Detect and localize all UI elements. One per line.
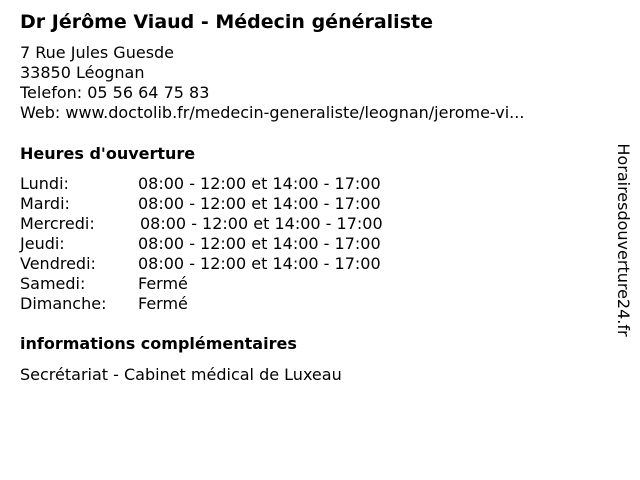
day-label: Mercredi: [20, 214, 95, 233]
page-title: Dr Jérôme Viaud - Médecin généraliste [20, 11, 433, 33]
address-city: 33850 Léognan [20, 63, 145, 82]
day-label: Samedi: [20, 274, 86, 293]
address-street: 7 Rue Jules Guesde [20, 43, 175, 62]
day-label: Vendredi: [20, 254, 96, 273]
time-value: 08:00 - 12:00 et 14:00 - 17:00 [138, 174, 381, 193]
day-label: Mardi: [20, 194, 70, 213]
opening-hours-heading: Heures d'ouverture [20, 144, 196, 163]
additional-info-heading: informations complémentaires [20, 334, 297, 353]
time-value: 08:00 - 12:00 et 14:00 - 17:00 [138, 194, 381, 213]
site-watermark: Horairesdouverture24.fr [614, 143, 633, 337]
website-link[interactable]: Web: www.doctolib.fr/medecin-generaliste/leognan/jerome-vi... [20, 103, 525, 122]
time-value: 08:00 - 12:00 et 14:00 - 17:00 [140, 214, 383, 233]
phone-number: Telefon: 05 56 64 75 83 [20, 83, 210, 102]
time-value: 08:00 - 12:00 et 14:00 - 17:00 [138, 234, 381, 253]
time-value: 08:00 - 12:00 et 14:00 - 17:00 [138, 254, 381, 273]
time-value: Fermé [138, 294, 188, 313]
day-label: Lundi: [20, 174, 69, 193]
day-label: Dimanche: [20, 294, 107, 313]
additional-info-text: Secrétariat - Cabinet médical de Luxeau [20, 365, 342, 384]
day-label: Jeudi: [20, 234, 65, 253]
time-value: Fermé [138, 274, 188, 293]
